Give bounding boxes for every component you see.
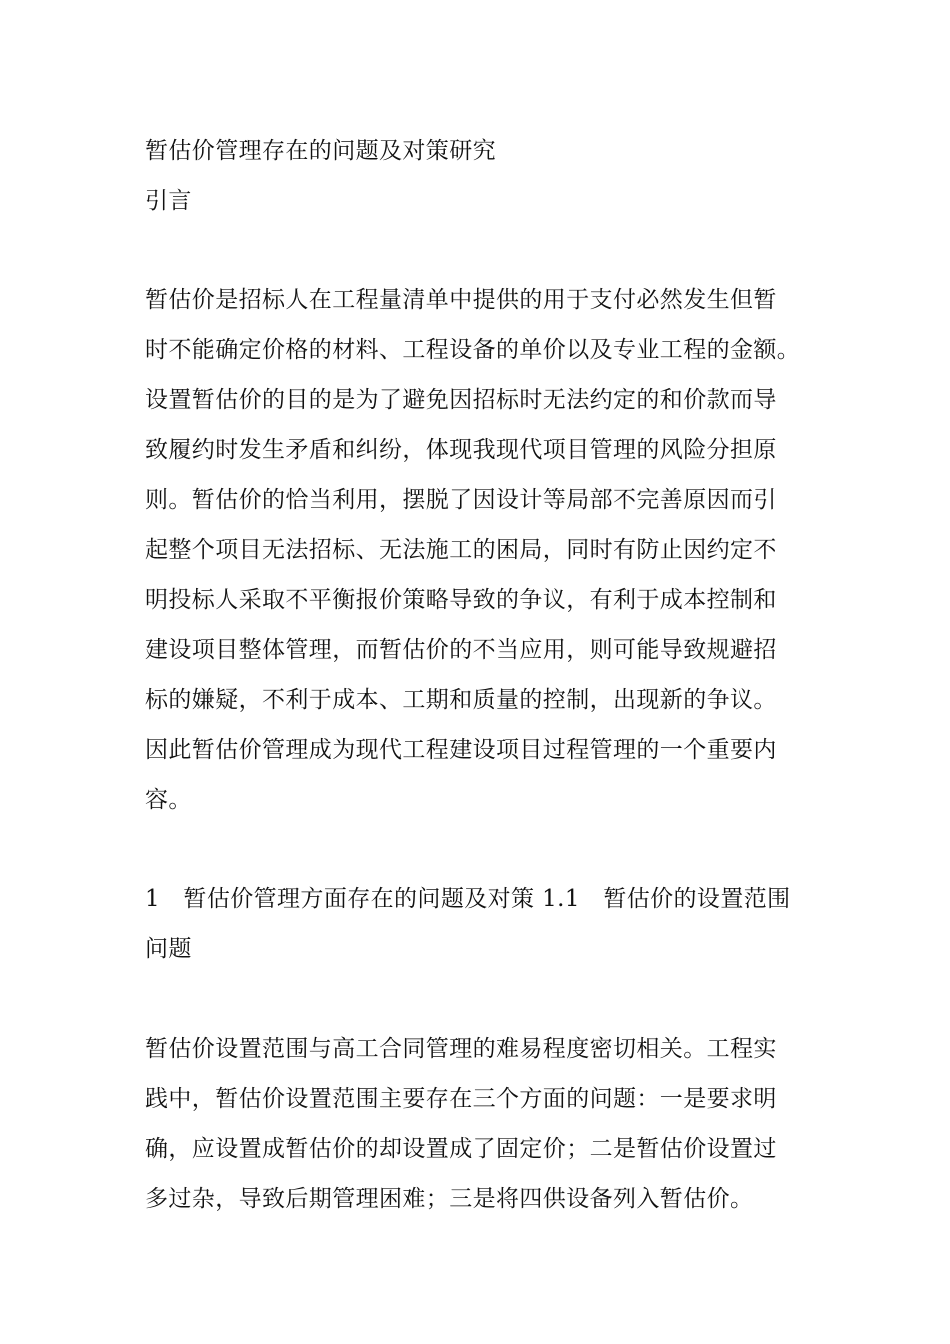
paragraph-line: 多过杂，导致后期管理困难；三是将四供设备列入暂估价。 [145, 1186, 754, 1212]
paragraph-line: 暂估价设置范围与高工合同管理的难易程度密切相关。工程实 [145, 1036, 777, 1062]
paragraph-line: 时不能确定价格的材料、工程设备的单价以及专业工程的金额。 [145, 337, 801, 363]
paragraph-line: 建设项目整体管理，而暂估价的不当应用，则可能导致规避招 [145, 637, 777, 663]
paragraph-line: 标的嫌疑，不利于成本、工期和质量的控制，出现新的争议。 [145, 687, 777, 713]
paragraph-line: 起整个项目无法招标、无法施工的困局，同时有防止因约定不 [145, 537, 777, 563]
document-title: 暂估价管理存在的问题及对策研究 [145, 138, 496, 164]
paragraph-line: 确，应设置成暂估价的却设置成了固定价；二是暂估价设置过 [145, 1136, 777, 1162]
paragraph-line: 则。暂估价的恰当利用，摆脱了因设计等局部不完善原因而引 [145, 487, 777, 513]
heading-line: 1 暂估价管理方面存在的问题及对策 1.1 暂估价的设置范围 [145, 886, 791, 912]
paragraph-line: 暂估价是招标人在工程量清单中提供的用于支付必然发生但暂 [145, 287, 777, 313]
heading-line: 问题 [145, 936, 192, 962]
paragraph-line: 明投标人采取不平衡报价策略导致的争议，有利于成本控制和 [145, 587, 777, 613]
intro-heading: 引言 [145, 188, 192, 214]
paragraph-line: 践中，暂估价设置范围主要存在三个方面的问题：一是要求明 [145, 1086, 777, 1112]
paragraph-line: 因此暂估价管理成为现代工程建设项目过程管理的一个重要内 [145, 737, 777, 763]
paragraph-line: 设置暂估价的目的是为了避免因招标时无法约定的和价款而导 [145, 387, 777, 413]
paragraph-line: 致履约时发生矛盾和纠纷，体现我现代项目管理的风险分担原 [145, 437, 777, 463]
paragraph-line: 容。 [145, 787, 192, 813]
